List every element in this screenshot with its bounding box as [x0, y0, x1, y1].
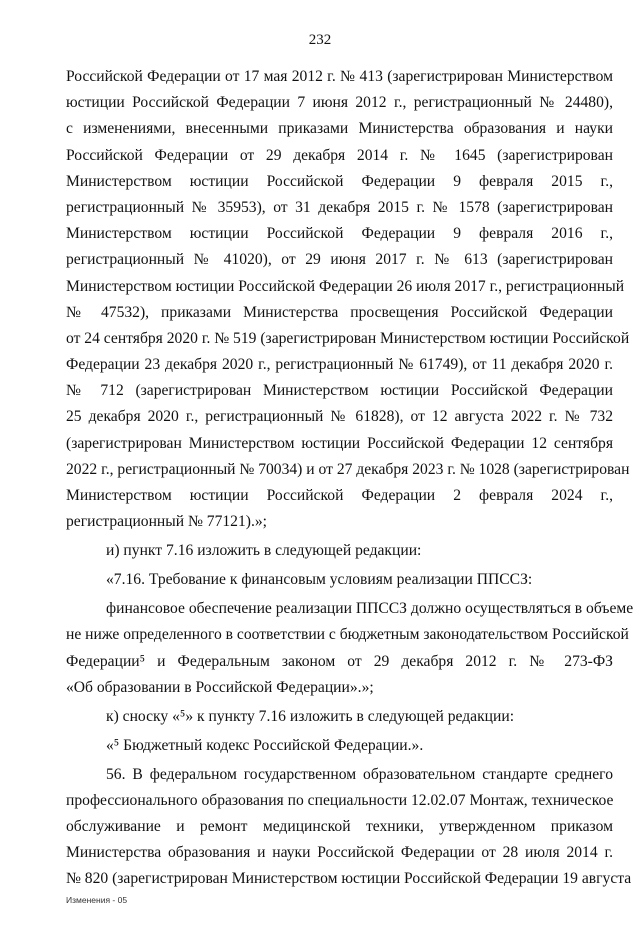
text-line: Министерством юстиции Российской Федерации 9 февраля 2016 г., — [66, 225, 613, 243]
text-line: Министерством юстиции Российской Федерации 2 февраля 2024 г., — [66, 487, 613, 504]
text-line: не ниже определенного в соответствии с бюджетным законодательством Российской — [66, 626, 629, 644]
text-line: Федерации 23 декабря 2020 г., регистрационный № 61749), от 11 декабря 2020 г. — [66, 356, 613, 374]
text-line: 56. В федеральном государственном образовательном стандарте среднего — [106, 765, 613, 783]
text-line: и) пункт 7.16 изложить в следующей редакции: — [106, 542, 422, 560]
document-body — [66, 64, 634, 893]
text-line: Федерации⁵ и Федеральным законом от 29 декабря 2012 г. № 273-ФЗ — [66, 652, 613, 670]
text-line: регистрационный № 77121).»; — [66, 513, 267, 531]
text-line: с изменениями, внесенными приказами Министерства образования и науки — [66, 120, 613, 138]
text-line: регистрационный № 41020), от 29 июня 2017 г. № 613 (зарегистрирован — [66, 251, 613, 269]
text-line: Министерством юстиции Российской Федерации 26 июля 2017 г., регистрационный — [66, 277, 625, 295]
text-line: юстиции Российской Федерации 7 июня 2012 г., регистрационный № 24480), — [66, 94, 613, 112]
text-line: к) сноску «⁵» к пункту 7.16 изложить в следующей редакции: — [106, 707, 515, 725]
text-line: профессионального образования по специальности 12.02.07 Монтаж, техническое — [66, 791, 614, 809]
text-line: «⁵ Бюджетный кодекс Российской Федерации.». — [106, 736, 424, 754]
text-line: Российской Федерации от 29 декабря 2014 г. № 1645 (зарегистрирован — [66, 146, 613, 164]
text-line: 2022 г., регистрационный № 70034) и от 27 декабря 2023 г. № 1028 (зарегистрирован — [66, 460, 630, 478]
text-line: Министерства образования и науки Российской Федерации от 28 июля 2014 г. — [66, 844, 613, 862]
text-line: Российской Федерации от 17 мая 2012 г. № 413 (зарегистрирован Министерством — [66, 68, 613, 85]
text-line: № 820 (зарегистрирован Министерством юстиции Российской Федерации 19 августа — [66, 870, 632, 888]
text-line: № 47532), приказами Министерства просвещения Российской Федерации — [66, 303, 613, 321]
text-line: обслуживание и ремонт медицинской техники, утвержденном приказом — [66, 818, 613, 836]
text-line: регистрационный № 35953), от 31 декабря 2015 г. № 1578 (зарегистрирован — [66, 198, 613, 216]
text-line: № 712 (зарегистрирован Министерством юстиции Российской Федерации — [66, 382, 613, 400]
page-number: 232 — [308, 32, 332, 48]
text-line: 25 декабря 2020 г., регистрационный № 61828), от 12 августа 2022 г. № 732 — [66, 408, 613, 426]
text-line: Министерством юстиции Российской Федерации 9 февраля 2015 г., — [66, 172, 613, 190]
text-line: от 24 сентября 2020 г. № 519 (зарегистрирован Министерством юстиции Российской — [66, 329, 630, 347]
text-line: «Об образовании в Российской Федерации».»; — [66, 678, 374, 696]
text-line: финансовое обеспечение реализации ППССЗ должно осуществляться в объеме — [106, 600, 634, 618]
footer-revision-mark: Изменения - 05 — [66, 895, 128, 905]
text-line: «7.16. Требование к финансовым условиям реализации ППССЗ: — [106, 571, 533, 589]
text-line: (зарегистрирован Министерством юстиции Российской Федерации 12 сентября — [66, 434, 613, 452]
